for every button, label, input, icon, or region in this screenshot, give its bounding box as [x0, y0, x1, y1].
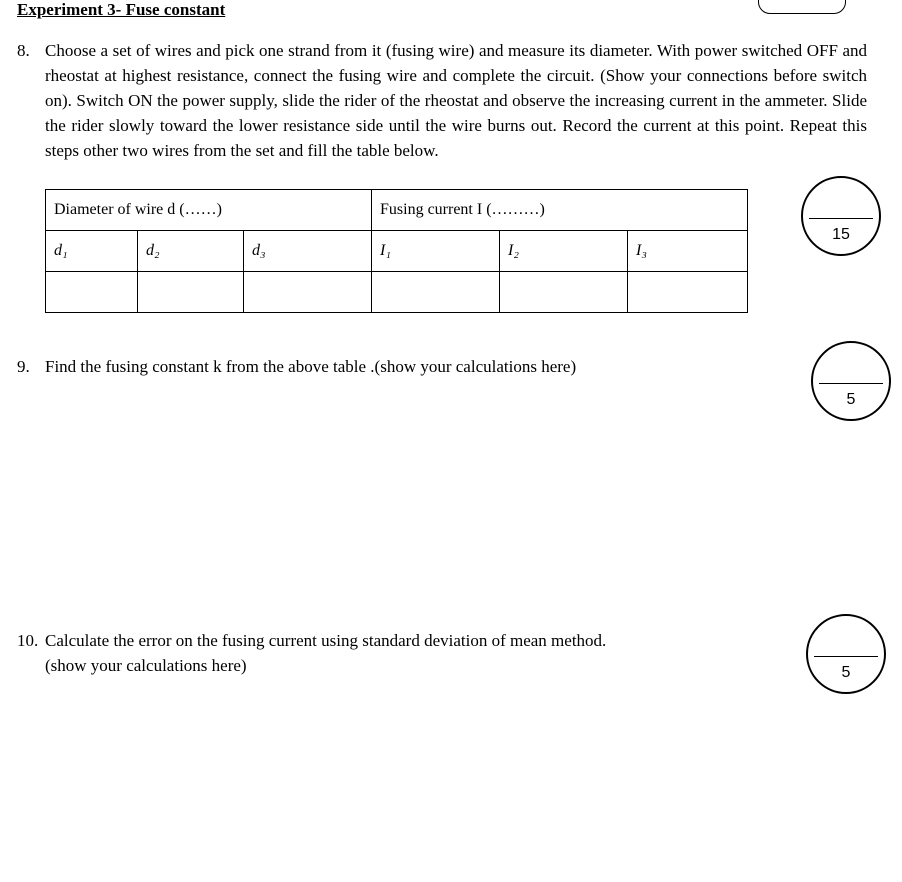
top-score-badge: [758, 0, 846, 14]
cell-i1[interactable]: [372, 272, 500, 313]
score-divider: [814, 656, 878, 657]
cell-i2[interactable]: [500, 272, 628, 313]
question-9: [17, 354, 717, 384]
col-d3: d₃: [244, 231, 372, 272]
diameter-header: Diameter of wire d (……): [46, 190, 372, 231]
question-number: 10.: [17, 631, 39, 650]
question-text-line2: (show your calculations here): [45, 656, 247, 675]
cell-i3[interactable]: [628, 272, 748, 313]
score-circle-q10: [806, 614, 886, 694]
score-divider: [819, 383, 883, 384]
question-10: [17, 628, 717, 683]
col-d2: d₂: [138, 231, 244, 272]
score-divider: [809, 218, 873, 219]
cell-d2[interactable]: [138, 272, 244, 313]
current-header: Fusing current I (………): [372, 190, 748, 231]
col-i2: I₂: [500, 231, 628, 272]
score-circle-q9: [811, 341, 891, 421]
max-marks: 5: [846, 391, 856, 408]
col-i1: I₁: [372, 231, 500, 272]
question-8: [17, 38, 867, 168]
question-number: 8.: [17, 41, 30, 60]
table-header-row: [46, 190, 748, 231]
question-text: Calculate the error on the fusing current using standard deviation of mean method.: [45, 631, 607, 650]
question-text: Choose a set of wires and pick one strand from it (fusing wire) and measure its diameter. With power switched OFF and rheostat at highest resistance, connect the fusing wire and complete the circuit. (Show your connections before switch on). Switch ON the power supply, slide the rider of the rheostat and observe the increasing current in the ammeter. Slide the rider slowly toward the lower resistance side until the wire burns out. Record the current at this point. Repeat this steps other two wires from the set and fill the table below.: [45, 41, 867, 160]
col-i3: I₃: [628, 231, 748, 272]
question-number: 9.: [17, 357, 30, 376]
cell-d3[interactable]: [244, 272, 372, 313]
table-row: [46, 272, 748, 313]
score-circle-q8: [801, 176, 881, 256]
question-text: Find the fusing constant k from the above table .(show your calculations here): [45, 357, 577, 376]
table-subheader-row: [46, 231, 748, 272]
max-marks: 15: [832, 226, 850, 243]
results-table: [45, 189, 748, 313]
col-d1: d₁: [46, 231, 138, 272]
max-marks: 5: [841, 664, 851, 681]
cell-d1[interactable]: [46, 272, 138, 313]
page-title: Experiment 3- Fuse constant: [17, 0, 226, 19]
